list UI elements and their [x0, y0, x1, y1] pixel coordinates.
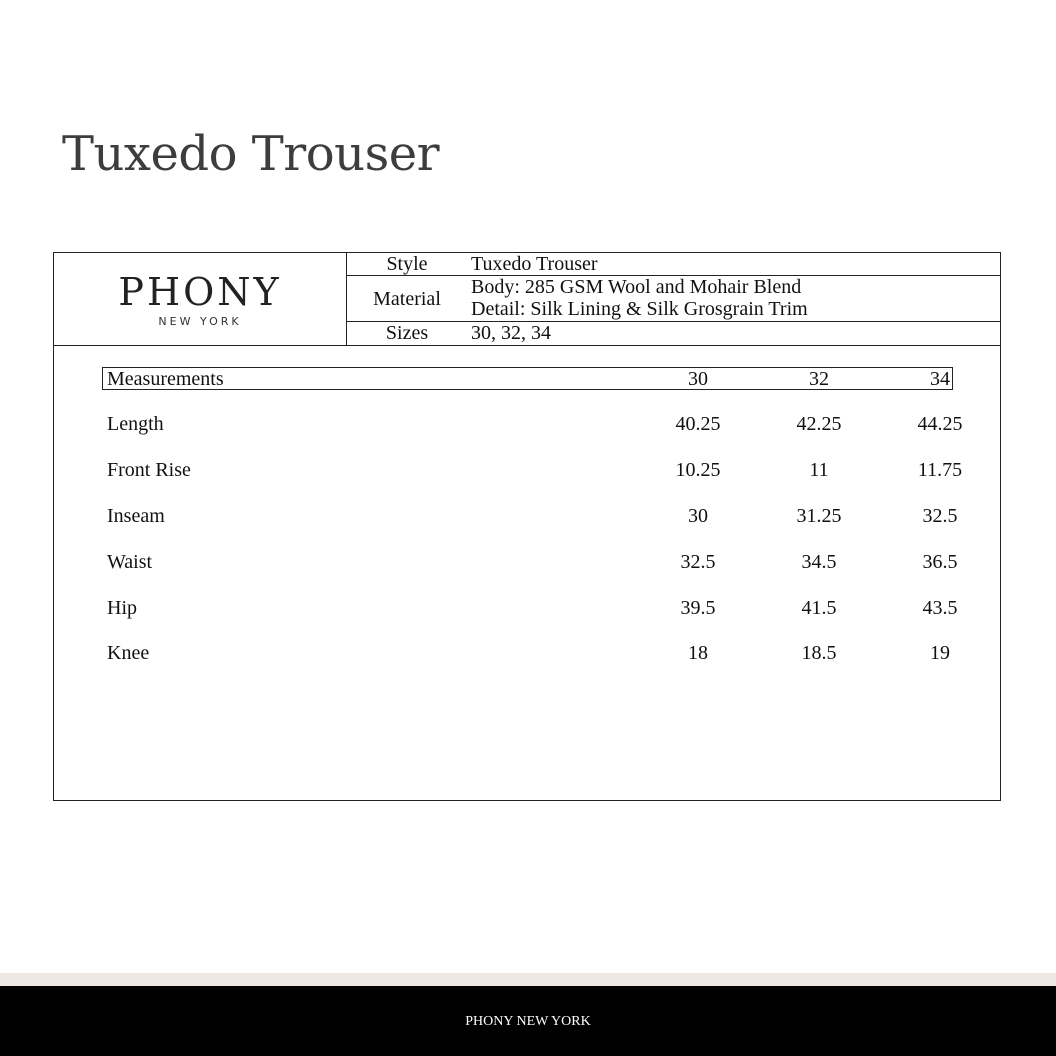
spec-label-material: Material: [373, 288, 441, 310]
size-column-header: 34: [930, 368, 950, 390]
measurement-value: 18.5: [801, 642, 837, 664]
spec-sheet-header: [54, 253, 1000, 346]
measurement-row-knee: [102, 641, 953, 665]
measurement-value: 31.25: [796, 505, 842, 527]
spec-label-style: Style: [386, 253, 428, 275]
footer-brand-text: PHONY NEW YORK: [465, 1014, 591, 1029]
measurement-row-hip: [102, 596, 958, 620]
measurement-value: 44.25: [917, 413, 963, 435]
spec-label-sizes: Sizes: [385, 322, 429, 344]
measurement-value: 39.5: [680, 597, 716, 619]
measurement-value: 32.5: [922, 505, 958, 527]
measurement-label: Front Rise: [107, 459, 191, 481]
spec-value-style: Tuxedo Trouser: [471, 253, 598, 275]
measurement-label: Length: [107, 413, 164, 435]
spec-row-sizes: [346, 322, 1000, 345]
spec-row-material: [346, 276, 1000, 322]
measurement-value: 36.5: [922, 551, 958, 573]
measurement-label: Hip: [107, 597, 137, 619]
measurement-value: 43.5: [922, 597, 958, 619]
measurement-value: 32.5: [680, 551, 716, 573]
measurement-value: 10.25: [675, 459, 721, 481]
measurement-value: 18: [688, 642, 708, 664]
measurement-row-waist: [102, 550, 958, 574]
footer-divider-strip: [0, 973, 1056, 986]
measurements-header: [102, 367, 953, 390]
size-column-header: 32: [809, 368, 829, 390]
measurement-value: 19: [930, 642, 950, 664]
measurement-label: Waist: [107, 551, 153, 573]
measurement-value: 40.25: [675, 413, 721, 435]
brand-logo: [54, 253, 347, 345]
page-footer: [0, 986, 1056, 1056]
brand-logo-wordmark: PHONY: [118, 270, 282, 314]
measurement-row-length: [102, 412, 963, 436]
measurement-row-inseam: [102, 504, 958, 528]
measurement-value: 30: [688, 505, 708, 527]
measurement-label: Knee: [107, 642, 150, 664]
spec-value-material-body: Body: 285 GSM Wool and Mohair Blend: [471, 276, 802, 298]
spec-sheet: [53, 252, 1001, 801]
spec-value-sizes: 30, 32, 34: [471, 322, 551, 344]
spec-value-material-detail: Detail: Silk Lining & Silk Grosgrain Trim: [471, 298, 808, 320]
brand-logo-subtitle: NEW YORK: [158, 315, 242, 328]
measurement-label: Inseam: [107, 505, 165, 527]
measurement-row-front-rise: [102, 458, 963, 482]
measurement-value: 34.5: [801, 551, 837, 573]
measurements-header-label: Measurements: [107, 368, 224, 390]
page-title: Tuxedo Trouser: [62, 126, 440, 182]
size-column-header: 30: [688, 368, 708, 390]
measurement-value: 11.75: [917, 459, 963, 481]
spec-row-style: [346, 253, 1000, 276]
measurement-value: 11: [809, 459, 829, 481]
measurement-value: 42.25: [796, 413, 842, 435]
measurement-value: 41.5: [801, 597, 837, 619]
